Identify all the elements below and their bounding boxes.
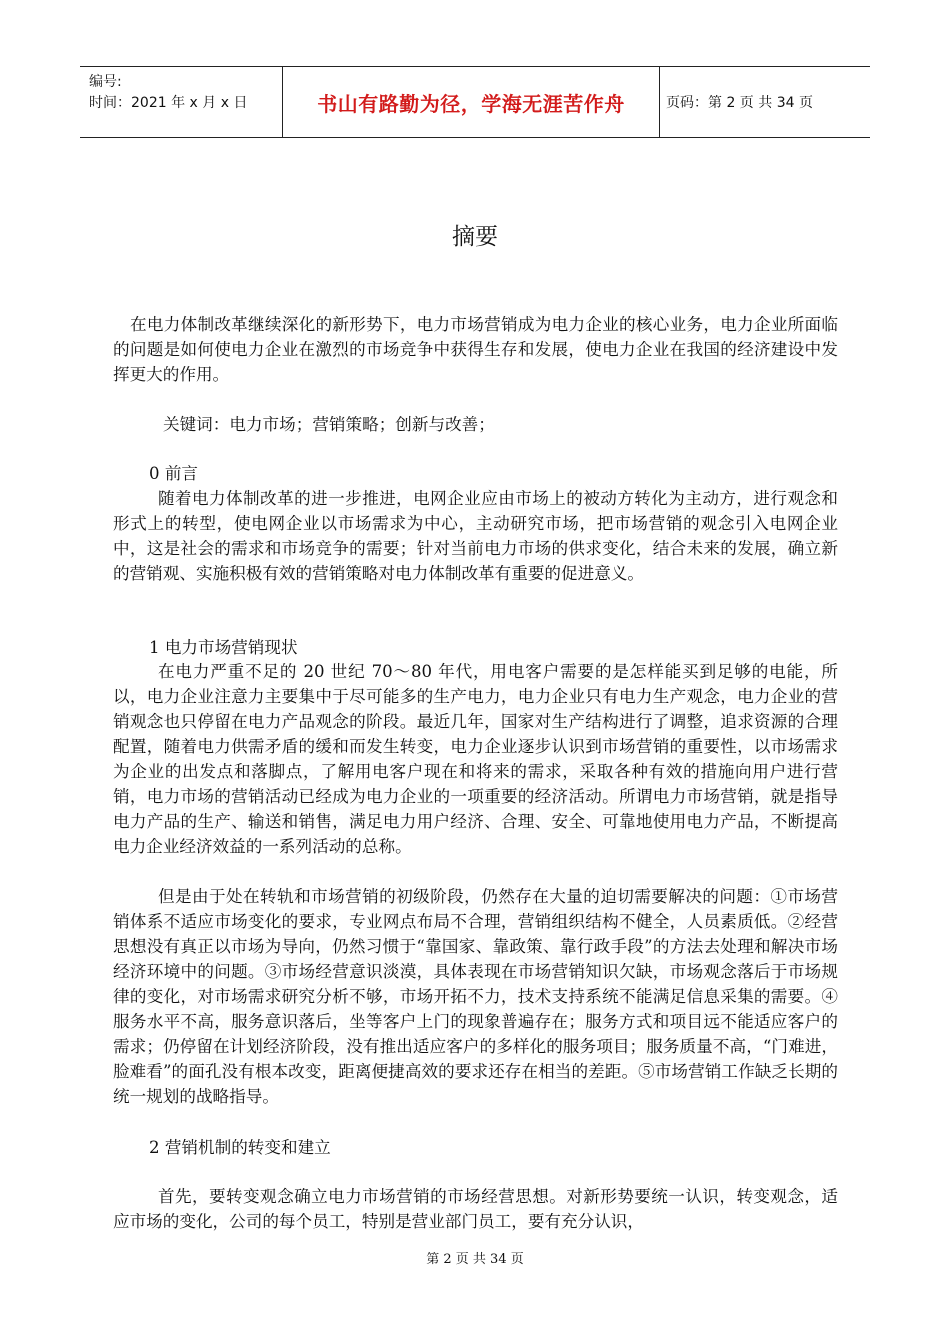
header-left-cell [80,67,282,137]
page-title: 摘要 [452,224,498,250]
page-header [80,66,870,138]
abstract-paragraph: 在电力体制改革继续深化的新形势下，电力市场营销成为电力企业的核心业务，电力企业所面临的问题是如何使电力企业在激烈的市场竞争中获得生存和发展，使电力企业在我国的经济建设中发挥更大的作用。 [113,315,838,384]
section-2-heading: 2 营销机制的转变和建立 [149,1138,331,1157]
section-2-paragraph: 首先，要转变观念确立电力市场营销的市场经营思想。对新形势要统一认识，转变观念，适应市场的变化，公司的每个员工，特别是营业部门员工，要有充分认识， [113,1187,838,1231]
section-1-heading: 1 电力市场营销现状 [149,638,298,657]
page-footer: 第 2 页 共 34 页 [426,1252,524,1267]
document-date: 时间：2021 年 x 月 x 日 [89,95,248,111]
header-motto-cell [282,67,660,137]
section-0-heading: 0 前言 [149,464,199,483]
section-1-paragraph-1: 在电力严重不足的 20 世纪 70～80 年代，用电客户需要的是怎样能买到足够的电能，所以，电力企业注意力主要集中于尽可能多的生产电力，电力企业只有电力生产观念，电力企业的营销观念也只停留在电力产品观念的阶段。最近几年，国家对生产结构进行了调整，追求资源的合理配置，随着电力供需矛盾的缓和而发生转变，电力企业逐步认识到市场营销的重要性，以市场需求为企业的出发点和落脚点，了解用电客户现在和将来的需求，采取各种有效的措施向用户进行营销，电力市场的营销活动已经成为电力企业的一项重要的经济活动。所谓电力市场营销，就是指导电力产品的生产、输送和销售，满足电力用户经济、合理、安全、可靠地使用电力产品，不断提高电力企业经济效益的一系列活动的总称。 [113,662,838,856]
section-0-paragraph: 随着电力体制改革的进一步推进，电网企业应由市场上的被动方转化为主动方，进行观念和形式上的转型，使电网企业以市场需求为中心，主动研究市场，把市场营销的观念引入电网企业中，这是社会的需求和市场竞争的需要；针对当前电力市场的供求变化，结合未来的发展，确立新的营销观、实施积极有效的营销策略对电力体制改革有重要的促进意义。 [113,489,838,583]
motto-text: 书山有路勤为径，学海无涯苦作舟 [317,91,625,116]
section-1-paragraph-2: 但是由于处在转轨和市场营销的初级阶段，仍然存在大量的迫切需要解决的问题：①市场营销体系不适应市场变化的要求，专业网点布局不合理，营销组织结构不健全，人员素质低。②经营思想没有真正以市场为导向，仍然习惯于“靠国家、靠政策、靠行政手段”的方法去处理和解决市场经济环境中的问题。③市场经营意识淡漠，具体表现在市场营销知识欠缺，市场观念落后于市场规律的变化，对市场需求研究分析不够，市场开拓不力，技术支持系统不能满足信息采集的需要。④服务水平不高，服务意识落后，坐等客户上门的现象普遍存在；服务方式和项目远不能适应客户的需求；仍停留在计划经济阶段，没有推出适应客户的多样化的服务项目；服务质量不高，“门难进，脸难看”的面孔没有根本改变，距离便捷高效的要求还存在相当的差距。⑤市场营销工作缺乏长期的统一规划的战略指导。 [113,887,838,1106]
keywords-line: 关键词：电力市场；营销策略；创新与改善； [163,415,495,434]
header-page-cell [660,67,876,137]
document-number-label: 编号: [89,74,122,90]
page-info: 页码：第 2 页 共 34 页 [666,95,813,111]
